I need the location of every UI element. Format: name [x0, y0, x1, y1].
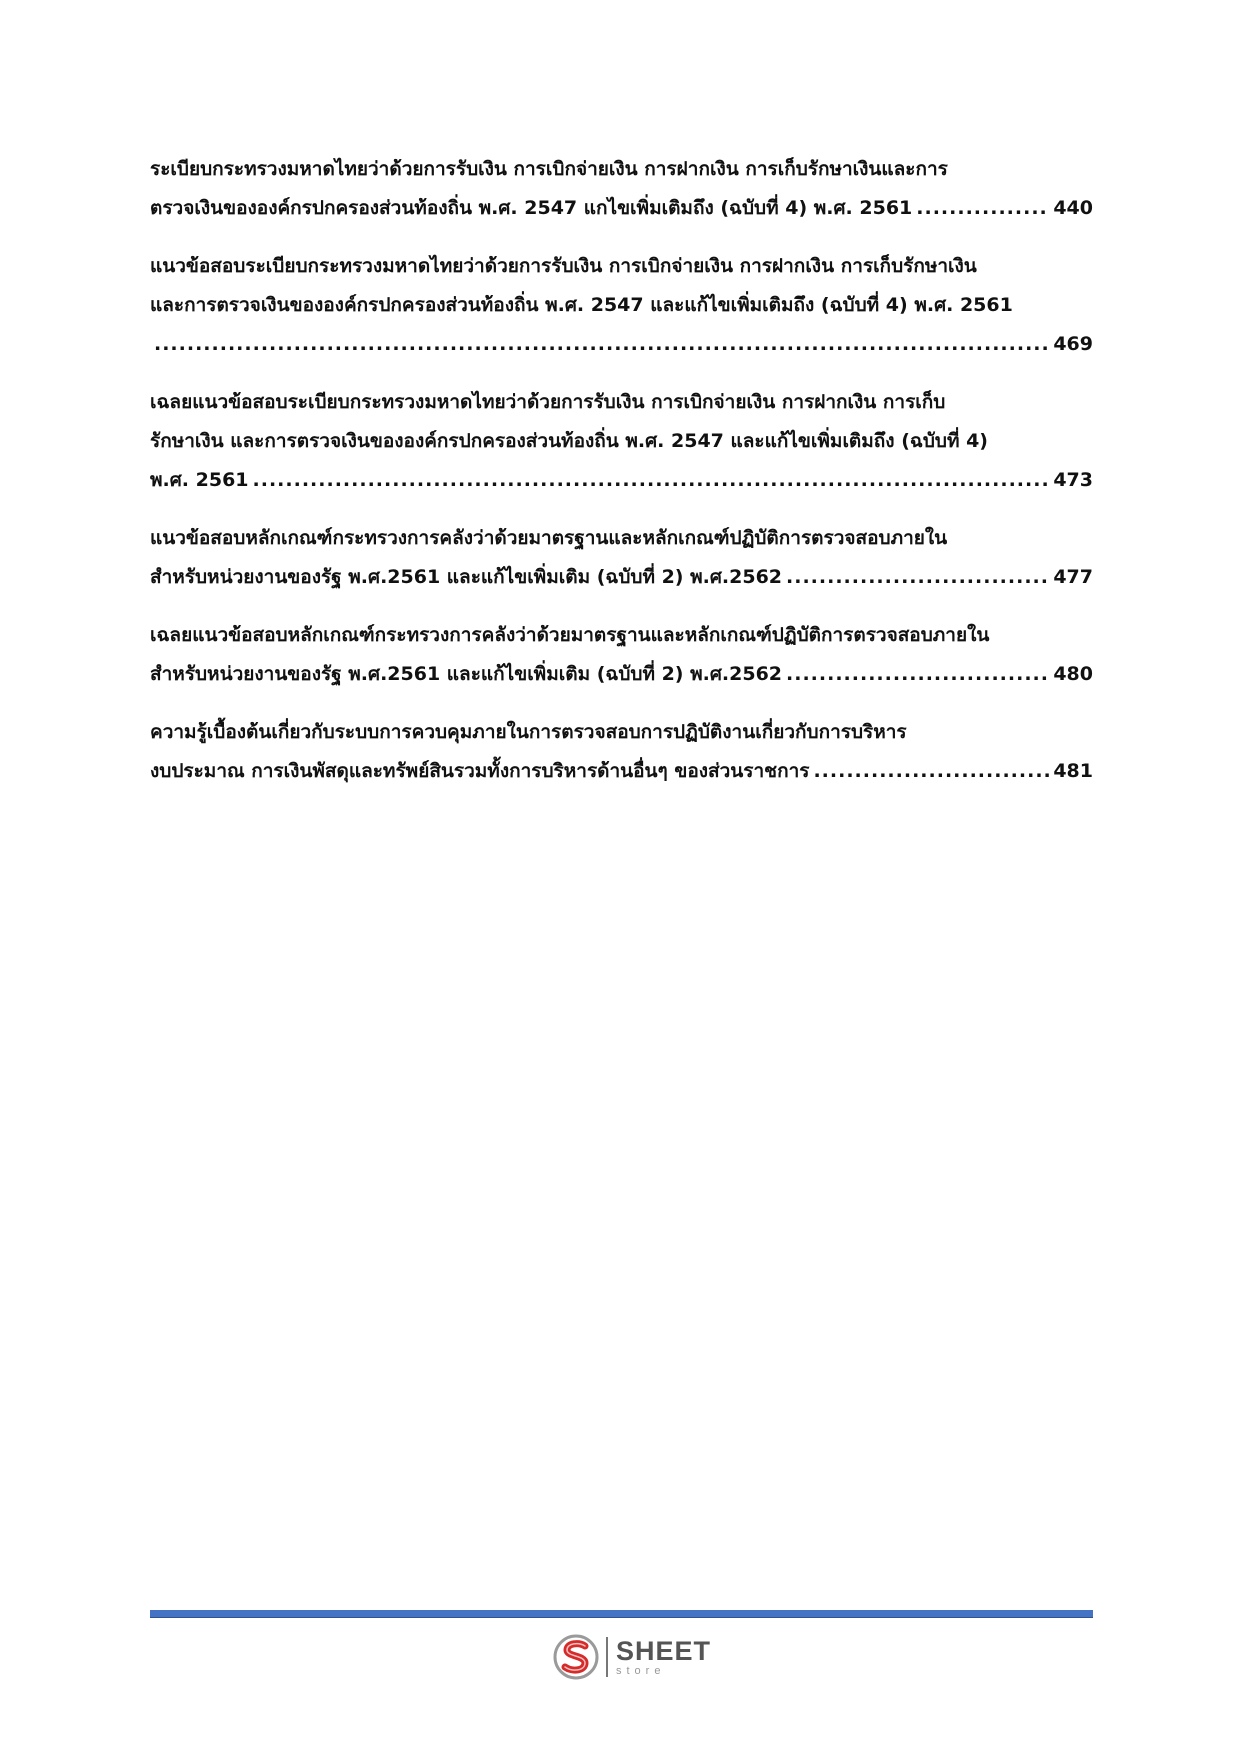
toc-entry[interactable]: [150, 247, 1093, 364]
toc-entry-last-line: [150, 655, 1093, 694]
dot-leader: [253, 461, 1050, 500]
page-number: 473: [1053, 469, 1093, 491]
toc-entry-text: ตรวจเงินขององค์กรปกครองส่วนท้องถิ่น พ.ศ. 2547 แกไขเพิ่มเติมถึง (ฉบับที่ 4) พ.ศ. 2561: [150, 197, 913, 219]
toc-entry-last-line: [150, 189, 1093, 228]
toc-entry-last-line: [150, 325, 1093, 364]
toc-entry-line: แนวข้อสอบหลักเกณฑ์กระทรวงการคลังว่าด้วยมาตรฐานและหลักเกณฑ์ปฏิบัติการตรวจสอบภายใน: [150, 527, 948, 549]
dot-leader: [786, 655, 1049, 694]
toc-entry[interactable]: [150, 616, 1093, 694]
toc-entry-line: เฉลยแนวข้อสอบหลักเกณฑ์กระทรวงการคลังว่าด้วยมาตรฐานและหลักเกณฑ์ปฏิบัติการตรวจสอบภายใน: [150, 624, 990, 646]
toc-entry[interactable]: [150, 150, 1093, 228]
toc-entry[interactable]: [150, 713, 1093, 791]
dot-leader: [916, 189, 1049, 228]
toc-entry[interactable]: [150, 383, 1093, 500]
dot-leader: [813, 752, 1049, 791]
toc-entry-line: เฉลยแนวข้อสอบระเบียบกระทรวงมหาดไทยว่าด้วยการรับเงิน การเบิกจ่ายเงิน การฝากเงิน การเก็บ: [150, 391, 946, 413]
dot-leader: [786, 558, 1049, 597]
page-number: 440: [1053, 197, 1093, 219]
toc-entry-last-line: [150, 752, 1093, 791]
footer-rule: [150, 1610, 1093, 1618]
toc-entry-line: และการตรวจเงินขององค์กรปกครองส่วนท้องถิ่น พ.ศ. 2547 และแก้ไขเพิ่มเติมถึง (ฉบับที่ 4) พ.ศ. 2561: [150, 294, 1013, 316]
toc-entry-line: ความรู้เบื้องต้นเกี่ยวกับระบบการควบคุมภายในการตรวจสอบการปฏิบัติงานเกี่ยวกับการบริหาร: [150, 721, 907, 743]
sheet-store-logo-icon: [552, 1633, 600, 1681]
toc-entry[interactable]: [150, 519, 1093, 597]
toc-entry-last-line: [150, 558, 1093, 597]
toc-entry-text: สำหรับหน่วยงานของรัฐ พ.ศ.2561 และแก้ไขเพิ่มเติม (ฉบับที่ 2) พ.ศ.2562: [150, 566, 783, 588]
page-number: 469: [1053, 333, 1093, 355]
toc-entry-text: พ.ศ. 2561: [150, 469, 249, 491]
toc-entry-last-line: [150, 461, 1093, 500]
page-number: 480: [1053, 663, 1093, 685]
logo-name: SHEET: [616, 1635, 712, 1666]
toc-entry-line: แนวข้อสอบระเบียบกระทรวงมหาดไทยว่าด้วยการรับเงิน การเบิกจ่ายเงิน การฝากเงิน การเก็บรักษาเงิน: [150, 255, 977, 277]
page-number: 477: [1053, 566, 1093, 588]
toc-entry-line: ระเบียบกระทรวงมหาดไทยว่าด้วยการรับเงิน การเบิกจ่ายเงิน การฝากเงิน การเก็บรักษาเงินและการ: [150, 158, 948, 180]
logo-sub: store: [616, 1664, 666, 1677]
sheet-store-logo: [552, 1630, 711, 1684]
logo-separator: [606, 1637, 608, 1677]
table-of-contents: [150, 150, 1093, 810]
toc-entry-text: งบประมาณ การเงินพัสดุและทรัพย์สินรวมทั้งการบริหารด้านอื่นๆ ของส่วนราชการ: [150, 760, 810, 782]
dot-leader: [154, 325, 1049, 364]
logo-wordmark: [616, 1635, 712, 1677]
toc-entry-text: สำหรับหน่วยงานของรัฐ พ.ศ.2561 และแก้ไขเพิ่มเติม (ฉบับที่ 2) พ.ศ.2562: [150, 663, 783, 685]
toc-entry-line: รักษาเงิน และการตรวจเงินขององค์กรปกครองส่วนท้องถิ่น พ.ศ. 2547 และแก้ไขเพิ่มเติมถึง (ฉบับที่ 4): [150, 430, 988, 452]
page-number: 481: [1053, 760, 1093, 782]
